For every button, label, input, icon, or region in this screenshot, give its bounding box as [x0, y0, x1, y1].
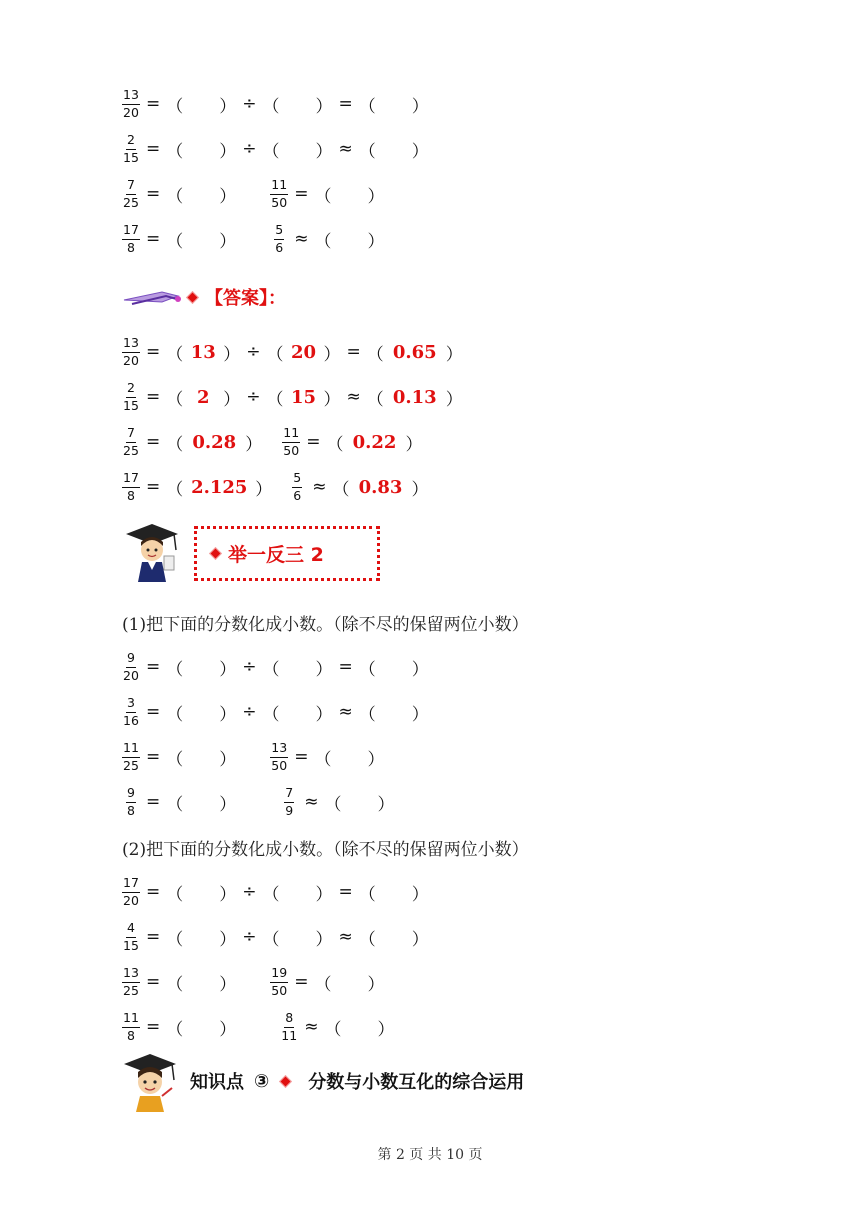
q0-row-1: $\frac{13}{20}$ = （ ） ÷ （ ） = （ ） [123, 87, 429, 120]
graduate-kid-icon [122, 1052, 178, 1114]
part1-row-1: $\frac{9}{20}$ = （ ） ÷ （ ） = （ ） [123, 650, 429, 683]
q0-row-4: $\frac{17}{8}$ = （ ） $\frac{5}{6}$ ≈ （ ） [123, 222, 385, 255]
part1-row-3: $\frac{11}{25}$ = （ ） $\frac{13}{50}$ = （ ） [123, 740, 385, 773]
part1-title: (1)把下面的分数化成小数。（除不尽的保留两位小数） [122, 615, 529, 635]
knowledge-label: 知识点 [190, 1072, 244, 1093]
answer-row-2: $\frac{2}{15}$ = （ 2 ） ÷ （ 15 ） ≈ （ 0.13 ） [123, 380, 463, 413]
fraction: $\frac{2}{15}$ [123, 132, 139, 165]
answer-row-4: $\frac{17}{8}$ = （ 2.125 ） $\frac{5}{6}$ ≈ （ 0.83 ） [123, 470, 429, 503]
answer-row-3: $\frac{7}{25}$ = （ 0.28 ） $\frac{11}{50}$ = （ 0.22 ） [123, 425, 423, 458]
q0-row-3: $\frac{7}{25}$ = （ ） $\frac{11}{50}$ = （ ） [123, 177, 385, 210]
fraction: $\frac{13}{20}$ [123, 87, 139, 120]
answer-header: 【答案】： [122, 280, 286, 314]
part2-row-1: $\frac{17}{20}$ = （ ） ÷ （ ） = （ ） [123, 875, 429, 908]
knowledge-header [190, 1068, 524, 1094]
q0-row-2: $\frac{2}{15}$ = （ ） ÷ （ ） ≈ （ ） [123, 132, 429, 165]
example-box: 举一反三 2 [194, 526, 380, 581]
part2-row-4: $\frac{11}{8}$ = （ ） $\frac{8}{11}$ ≈ （ ） [123, 1010, 395, 1043]
part1-row-4: $\frac{9}{8}$ = （ ） $\frac{7}{9}$ ≈ （ ） [127, 785, 395, 818]
answer-row-1: $\frac{13}{20}$ = （ 13 ） ÷ （ 20 ） = （ 0.65 ） [123, 335, 463, 368]
diamond-icon [279, 1075, 292, 1088]
part2-title: (2)把下面的分数化成小数。（除不尽的保留两位小数） [122, 840, 529, 860]
part2-row-3: $\frac{13}{25}$ = （ ） $\frac{19}{50}$ = （ ） [123, 965, 385, 998]
pen-icon [122, 282, 184, 312]
diamond-icon [209, 547, 222, 560]
diamond-icon [186, 291, 199, 304]
page-footer: 第 2 页 共 10 页 [377, 1147, 483, 1163]
knowledge-title: 分数与小数互化的综合运用 [308, 1072, 525, 1093]
part1-row-2: $\frac{3}{16}$ = （ ） ÷ （ ） ≈ （ ） [123, 695, 429, 728]
knowledge-number: ③ [254, 1070, 270, 1092]
part2-row-2: $\frac{4}{15}$ = （ ） ÷ （ ） ≈ （ ） [123, 920, 429, 953]
graduate-boy-icon [122, 520, 182, 586]
